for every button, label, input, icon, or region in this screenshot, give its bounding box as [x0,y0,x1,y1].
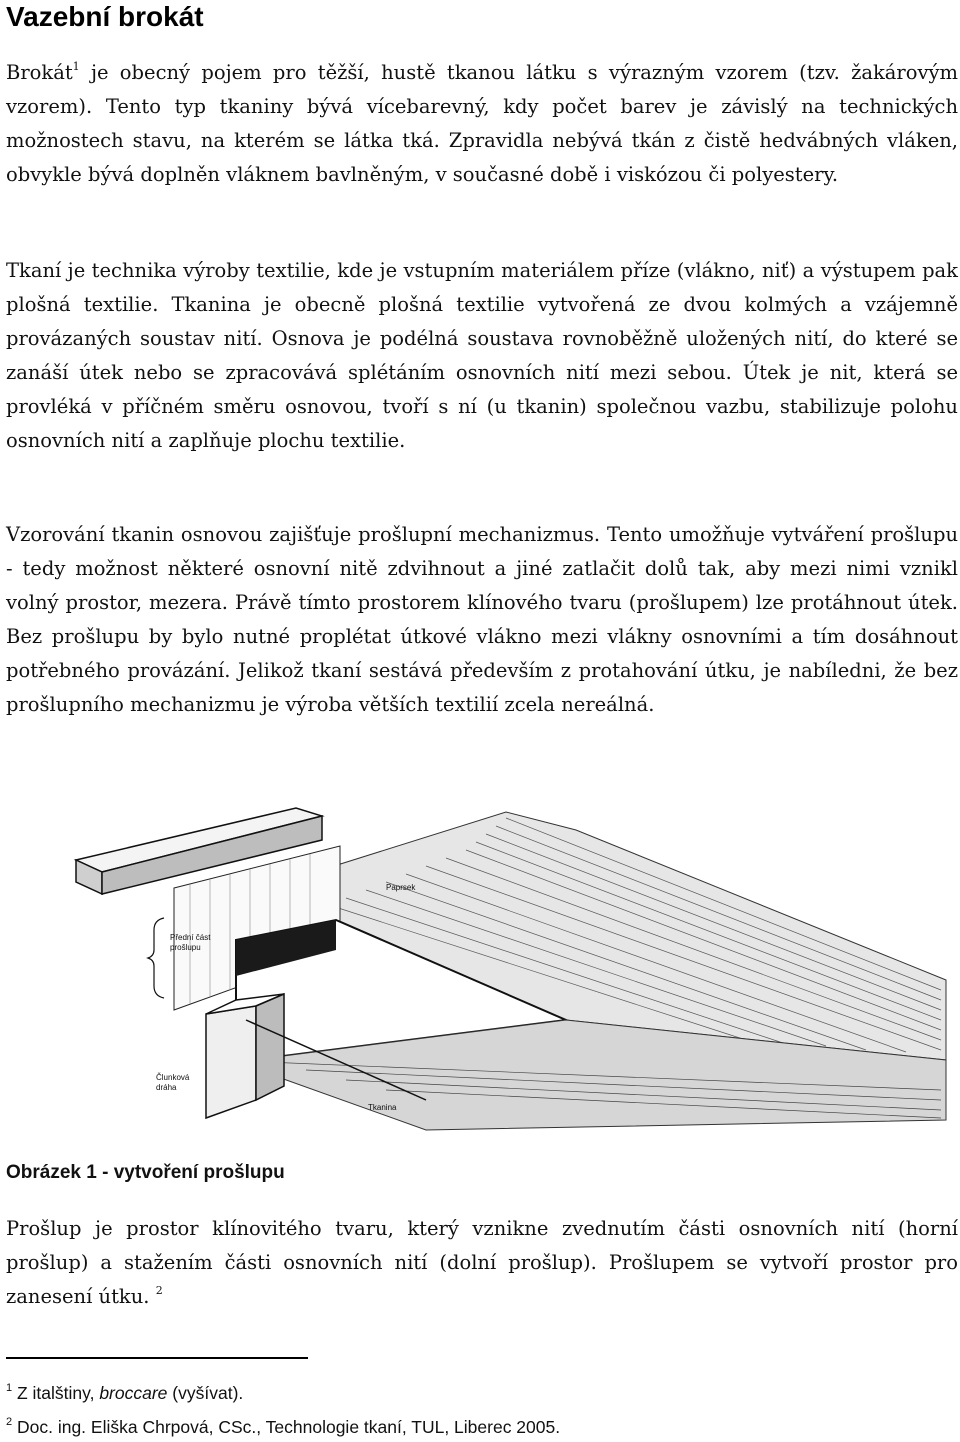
label-paprsek: Paprsek [386,883,416,892]
footnote-2-number: 2 [6,1416,13,1428]
footnote-ref-1[interactable]: 1 [72,60,80,73]
shed-figure [6,800,960,1140]
label-predni-1: Přední část [170,933,211,942]
footnote-1-pre: Z italštiny, [12,1383,100,1403]
page-title: Vazební brokát [6,1,204,32]
paragraph-vzorovani: Vzorování tkanin osnovou zajišťuje prošlupní mechanizmus. Tento umožňuje vytváření prošlupu - tedy možnost některé osnovní nitě zdvihnout a jiné zatlačit dolů tak, aby mezi nimi vznikl volný prostor, mezera. Právě tímto prostorem klínového tvaru (prošlupem) lze protáhnout útek. Bez prošlupu by bylo nutné proplétat útkové vlákno mezi vlákny osnovními a tím dosáhnout potřebného provázání. Jelikož tkaní sestává především z protahování útku, je nabíledni, že bez prošlupního mechanizmu je výroba větších textilií zcela nereálná. [6,523,958,716]
paragraph-proslup [6,1212,958,1314]
paragraph-proslup-body: Prošlup je prostor klínovitého tvaru, který vznikne zvednutím části osnovních nití (horní prošlup) a stažením části osnovních nití (dolní prošlup). Prošlupem se vytvoří prostor pro zanesení útku. [6,1217,958,1308]
figure-caption: Obrázek 1 - vytvoření prošlupu [6,1162,285,1183]
footnote-1-term: broccare [99,1383,168,1403]
label-predni-2: prošlupu [170,943,201,952]
shuttle-race [206,1006,256,1118]
paragraph-brokat-start: Brokát [6,61,73,84]
footnote-1 [6,1381,958,1405]
paragraph-tkani: Tkaní je technika výroby textilie, kde je vstupním materiálem příze (vlákno, niť) a výstupem pak plošná textilie. Tkanina je obecně plošná textilie vytvořená ze dvou kolmých a vzájemně provázaných soustav nití. Osnova je podélná soustava rovnoběžně uložených nití, do které se zanáší útek nebo se zpracovává splétáním osnovních nití mezi sebou. Útek je nit, která se provléká v příčném směru osnovou, tvoří s ní (u tkanin) společnou vazbu, stabilizuje polohu osnovních nití a zaplňuje plochu textilie. [6,259,958,452]
paragraph-brokat [6,56,958,192]
footnote-divider [6,1357,308,1359]
label-clunkova-1: Člunková [156,1073,190,1082]
paragraph-brokat-body: je obecný pojem pro těžší, hustě tkanou látku s výrazným vzorem (tzv. žakárovým vzorem). Tento typ tkaniny bývá vícebarevný, kdy počet barev je závislý na technických možnostech stavu, na kterém se látka tká. Zpravidla nebývá tkán z čistě hedvábných vláken, obvykle bývá doplněn vláknem bavlněným, v současné době i viskózou či polyestery. [6,61,958,186]
footnote-1-post: (vyšívat). [167,1383,244,1403]
label-tkanina: Tkanina [368,1103,397,1112]
footnote-ref-2[interactable]: 2 [155,1284,163,1297]
footnote-2-text: Doc. ing. Eliška Chrpová, CSc., Technologie tkaní, TUL, Liberec 2005. [12,1417,561,1437]
footnote-2 [6,1415,958,1439]
footnote-1-number: 1 [6,1382,13,1394]
label-clunkova-2: dráha [156,1083,177,1092]
front-shed-brace [148,918,164,998]
